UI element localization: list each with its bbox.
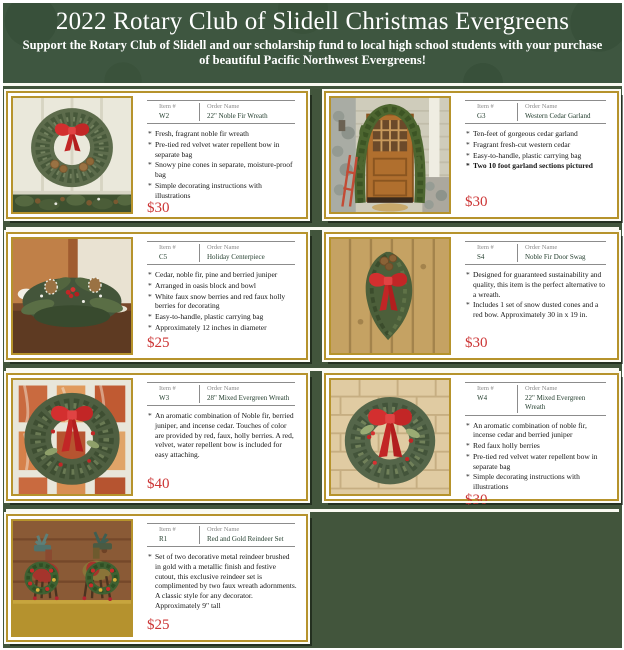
product-info-c5 (139, 237, 303, 355)
item-number-header: Item # (159, 526, 176, 533)
order-name-value: 22" Noble Fir Wreath (199, 112, 295, 121)
price-c5: $25 (147, 335, 170, 351)
bullet: * An aromatic combination of Noble fir, berried juniper, and incense cedar. Touches of color are provided by red, faux, holly berries. A red, velvet, water repellent bow is included for easy attaching. (147, 411, 297, 460)
bullet: * Cedar, noble fir, pine and berried juniper (147, 270, 297, 280)
bullet: * Pre-tied red velvet water repellent bow in separate bag (147, 140, 297, 160)
item-table-s4 (465, 241, 606, 265)
item-number-header: Item # (477, 385, 494, 392)
product-card-w3 (6, 373, 308, 501)
bullet: * Arranged in oasis block and bowl (147, 281, 297, 291)
bullet: * Red faux holly berries (465, 441, 608, 451)
item-table-r1 (147, 523, 295, 547)
item-table-g3 (465, 100, 606, 124)
item-table-c5 (147, 241, 295, 265)
product-row-2 (6, 227, 619, 360)
product-info-g3 (457, 96, 614, 214)
bullet: * Snowy pine cones in separate, moisture-proof bag (147, 160, 297, 180)
item-number-value: S4 (477, 252, 485, 261)
product-bullets-w4 (465, 421, 610, 493)
order-name-header: Order Name (199, 244, 295, 253)
product-grid (3, 91, 622, 642)
price-w4: $30 (465, 491, 488, 508)
bullet: * White faux snow berries and red faux holly berries for decorating (147, 292, 297, 312)
item-number-header: Item # (477, 103, 494, 110)
reindeer-set-photo (13, 521, 131, 635)
product-info-r1 (139, 519, 303, 637)
item-number-value: G3 (477, 111, 486, 120)
product-card-c5 (6, 232, 308, 360)
order-name-value: Noble Fir Door Swag (517, 253, 606, 262)
item-number-header: Item # (477, 244, 494, 251)
product-photo-r1 (11, 519, 133, 637)
order-name-header: Order Name (517, 103, 606, 112)
item-table-w2 (147, 100, 295, 124)
bullet: * Easy-to-handle, plastic carrying bag (147, 312, 297, 322)
product-photo-g3 (329, 96, 451, 214)
cedar-garland-door-photo (331, 98, 449, 212)
order-name-value: Red and Gold Reindeer Set (199, 535, 295, 544)
price-g3: $30 (465, 194, 488, 210)
order-name-header: Order Name (199, 385, 295, 394)
bullet: * Approximately 12 inches in diameter (147, 323, 297, 333)
product-card-g3 (324, 91, 619, 219)
item-number-value: W4 (477, 393, 488, 402)
bullet: * An aromatic combination of noble fir, incense cedar and berried juniper (465, 421, 608, 441)
order-name-header: Order Name (199, 103, 295, 112)
order-name-value: Western Cedar Garland (517, 112, 606, 121)
bullet: * Set of two decorative metal reindeer brushed in gold with a metallic finish and festive cutout, this exclusive reindeer set is complimented by two faux wreath adornments. A classic style for any decorator. Approximately 9" tall (147, 552, 297, 611)
order-name-header: Order Name (517, 244, 606, 253)
item-number-value: W2 (159, 111, 170, 120)
price-r1: $25 (147, 617, 170, 633)
item-number-value: C5 (159, 252, 168, 261)
product-row-1 (6, 91, 619, 219)
product-info-w4 (457, 378, 614, 508)
mixed-wreath-window-photo (13, 380, 131, 494)
order-name-value: Holiday Centerpiece (199, 253, 295, 262)
product-bullets-g3 (465, 129, 610, 172)
bullet: * Ten-feet of gorgeous cedar garland (465, 129, 608, 139)
item-number-header: Item # (159, 385, 176, 392)
product-info-w2 (139, 96, 303, 217)
bullet: * Simple decorating instructions with illustrations (147, 181, 297, 201)
item-number-value: R1 (159, 534, 168, 543)
product-info-s4 (457, 237, 614, 355)
bullet: * Designed for guaranteed sustainability and quality, this item is the perfect alternative to a wreath. (465, 270, 608, 299)
product-bullets-s4 (465, 270, 610, 321)
noble-fir-wreath-photo (13, 98, 131, 212)
bullet: * Fresh, fragrant noble fir wreath (147, 129, 297, 139)
product-bullets-w3 (147, 411, 299, 461)
mixed-wreath-brick-photo (331, 380, 449, 494)
product-card-w2 (6, 91, 308, 219)
bullet: * Simple decorating instructions with illustrations (465, 472, 608, 492)
product-photo-s4 (329, 237, 451, 355)
product-bullets-w2 (147, 129, 299, 201)
page-subtitle: Support the Rotary Club of Slidell and our scholarship fund to local high school students with your purchase of beautiful Pacific Northwest Evergreens! (22, 37, 603, 68)
order-name-value: 22" Mixed Evergreen Wreath (517, 394, 606, 413)
price-w3: $40 (147, 476, 170, 492)
item-number-header: Item # (159, 244, 176, 251)
bullet: * Pre-tied red velvet water repellent bow in separate bag (465, 452, 608, 472)
flyer-page (3, 3, 622, 648)
door-swag-photo (331, 239, 449, 353)
order-name-header: Order Name (517, 385, 606, 394)
price-s4: $30 (465, 335, 488, 351)
product-info-w3 (139, 378, 303, 496)
page-title: 2022 Rotary Club of Slidell Christmas Evergreens (55, 8, 570, 35)
holiday-centerpiece-photo (13, 239, 131, 353)
flyer-header (3, 3, 622, 86)
product-bullets-r1 (147, 552, 299, 612)
product-row-3 (6, 368, 619, 508)
product-card-w4 (324, 373, 619, 508)
item-number-header: Item # (159, 103, 176, 110)
product-row-4 (6, 509, 619, 642)
bullet: * Easy-to-handle, plastic carrying bag (465, 151, 608, 161)
bullet: * Includes 1 set of snow dusted cones and a red bow. Approximately 30 in x 19 in. (465, 300, 608, 320)
product-card-r1 (6, 514, 308, 642)
product-photo-w3 (11, 378, 133, 496)
bullet: * Two 10 foot garland sections pictured (465, 161, 608, 171)
price-w2: $30 (147, 200, 170, 217)
order-name-header: Order Name (199, 526, 295, 535)
product-card-s4 (324, 232, 619, 360)
product-photo-w4 (329, 378, 451, 496)
product-photo-c5 (11, 237, 133, 355)
product-photo-w2 (11, 96, 133, 214)
item-table-w4 (465, 382, 606, 416)
order-name-value: 28" Mixed Evergreen Wreath (199, 394, 295, 403)
product-bullets-c5 (147, 270, 299, 334)
item-number-value: W3 (159, 393, 170, 402)
item-table-w3 (147, 382, 295, 406)
bullet: * Fragrant fresh-cut western cedar (465, 140, 608, 150)
